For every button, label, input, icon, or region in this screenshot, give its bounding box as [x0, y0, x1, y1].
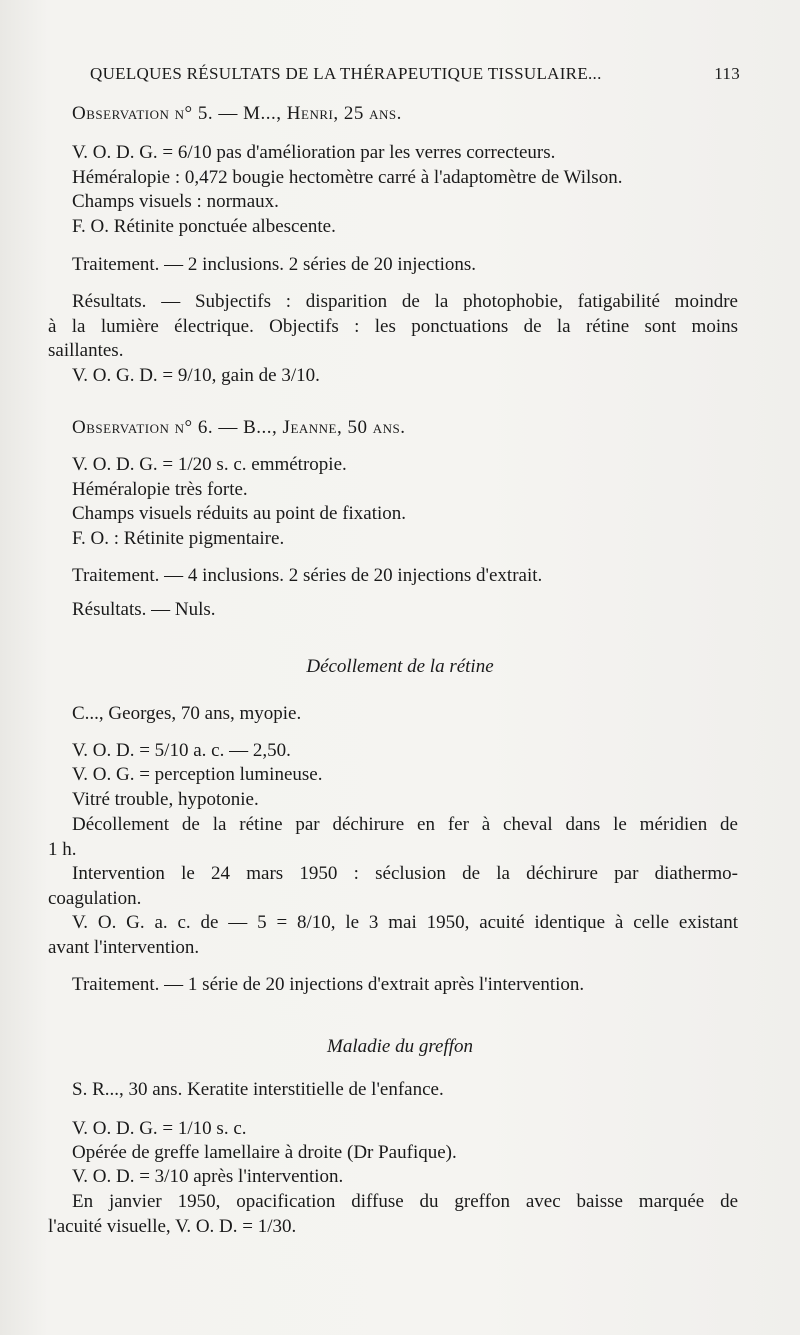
text-line: Vitré trouble, hypotonie.: [72, 789, 259, 810]
text-line: V. O. G. D. = 9/10, gain de 3/10.: [72, 365, 320, 386]
text-line: Intervention le 24 mars 1950 : séclusion de la déchirure par diathermo-: [72, 863, 738, 884]
text-line: 1 h.: [48, 839, 77, 860]
text-line: Décollement de la rétine par déchirure en fer à cheval dans le méridien de: [72, 814, 738, 835]
text-line: C..., Georges, 70 ans, myopie.: [72, 703, 302, 724]
text-line: l'acuité visuelle, V. O. D. = 1/30.: [48, 1216, 297, 1237]
text-line: avant l'intervention.: [48, 937, 200, 958]
text-line: S. R..., 30 ans. Keratite interstitielle de l'enfance.: [72, 1079, 444, 1100]
text-line: à la lumière électrique. Objectifs : les ponctuations de la rétine sont moins: [48, 316, 738, 337]
section-title-greffon: Maladie du greffon: [327, 1036, 473, 1057]
text-line: F. O. : Rétinite pigmentaire.: [72, 528, 285, 549]
text-line: Champs visuels : normaux.: [72, 191, 279, 212]
treatment-line: Traitement. — 1 série de 20 injections d'extrait après l'intervention.: [72, 974, 585, 995]
text-line: coagulation.: [48, 888, 142, 909]
running-header: [90, 64, 740, 84]
text-line: V. O. D. G. = 6/10 pas d'amélioration par les verres correcteurs.: [72, 142, 556, 163]
text-line: F. O. Rétinite ponctuée albescente.: [72, 216, 336, 237]
text-line: V. O. G. = perception lumineuse.: [72, 764, 323, 785]
text-line: Champs visuels réduits au point de fixation.: [72, 503, 407, 524]
text-line: Héméralopie : 0,472 bougie hectomètre carré à l'adaptomètre de Wilson.: [72, 167, 623, 188]
text-line: saillantes.: [48, 340, 124, 361]
results-line: Résultats. — Subjectifs : disparition de la photophobie, fatigabilité moindre: [72, 291, 738, 312]
results-line: Résultats. — Nuls.: [72, 599, 216, 620]
page-number: 113: [714, 64, 740, 83]
text-line: Opérée de greffe lamellaire à droite (Dr Paufique).: [72, 1142, 457, 1163]
text-line: V. O. G. a. c. de — 5 = 8/10, le 3 mai 1950, acuité identique à celle existant: [72, 912, 738, 933]
text-line: V. O. D. = 5/10 a. c. — 2,50.: [72, 740, 291, 761]
text-line: Héméralopie très forte.: [72, 479, 248, 500]
treatment-line: Traitement. — 2 inclusions. 2 séries de 20 injections.: [72, 254, 477, 275]
text-line: En janvier 1950, opacification diffuse du greffon avec baisse marquée de: [72, 1191, 738, 1212]
running-title: QUELQUES RÉSULTATS DE LA THÉRAPEUTIQUE TISSULAIRE...: [90, 64, 602, 83]
text-line: V. O. D. = 3/10 après l'intervention.: [72, 1166, 344, 1187]
section-title-decollement: Décollement de la rétine: [306, 656, 494, 677]
observation-6-heading: Observation n° 6. — B..., Jeanne, 50 ans.: [72, 417, 406, 438]
observation-5-heading: Observation n° 5. — M..., Henri, 25 ans.: [72, 103, 402, 124]
text-line: V. O. D. G. = 1/20 s. c. emmétropie.: [72, 454, 347, 475]
treatment-line: Traitement. — 4 inclusions. 2 séries de 20 injections d'extrait.: [72, 565, 543, 586]
text-line: V. O. D. G. = 1/10 s. c.: [72, 1118, 247, 1139]
